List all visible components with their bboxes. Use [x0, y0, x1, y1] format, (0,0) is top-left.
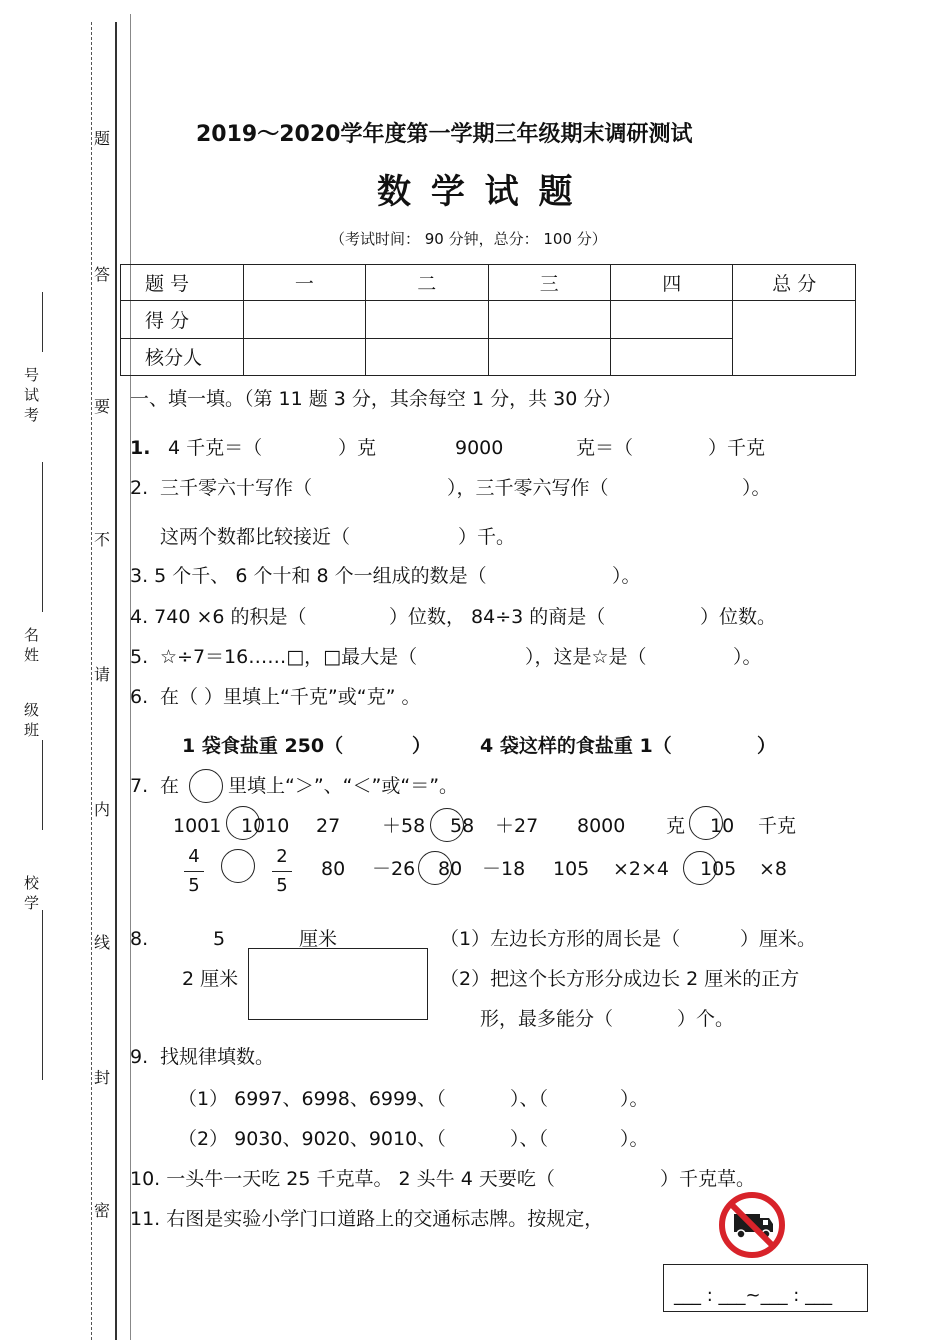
q3-text: ）。	[612, 565, 641, 587]
fraction-numerator: 4	[188, 846, 200, 867]
q7-term: 105	[700, 858, 737, 880]
margin-fill-line	[42, 740, 43, 830]
time-answer-blanks: ___ : ___~___ : ___	[674, 1285, 833, 1306]
score-cell[interactable]	[366, 301, 488, 338]
score-row-label: 得 分	[121, 301, 244, 338]
score-header-cell: 总 分	[733, 265, 856, 301]
seal-char: 答	[94, 265, 111, 284]
q2-text: 三千零六十写作（	[160, 477, 313, 499]
score-header-cell: 四	[611, 265, 733, 301]
q6-text: 4 袋这样的食盐重 1（	[480, 735, 672, 757]
fraction	[184, 848, 204, 895]
q9-text: ）、（	[510, 1088, 549, 1110]
question-number: 8.	[130, 928, 149, 950]
q7-term: ＋27	[495, 815, 539, 837]
compare-circle[interactable]	[189, 769, 223, 803]
exam-subtitle: 2019～2020学年度第一学期三年级期末调研测试	[196, 122, 693, 147]
page-title: 数 学 试 题	[377, 172, 577, 212]
q2-text: ）。	[742, 477, 771, 499]
no-truck-sign-icon	[717, 1190, 787, 1260]
q10-text: ）千克草。	[660, 1168, 756, 1190]
score-header-cell: 二	[366, 265, 488, 301]
fraction	[272, 848, 292, 895]
rectangle-figure	[248, 948, 428, 1020]
q7-text: 里填上“＞”、“＜”或“＝”。	[228, 775, 459, 797]
q2-text: 这两个数都比较接近（	[160, 526, 351, 548]
label-exam-number: 号 试 考	[24, 366, 40, 424]
q1-text: ）克	[338, 437, 377, 459]
q7-term: 1001	[173, 815, 222, 837]
margin-rule-2	[130, 14, 131, 1340]
margin-fill-line	[42, 910, 43, 1080]
q7-term: 27	[316, 815, 341, 837]
q4-text: ）位数。	[700, 606, 777, 628]
seal-char: 封	[94, 1068, 111, 1087]
q4-text: 4. 740 ×6 的积是（	[130, 606, 307, 628]
total-score-cell[interactable]	[733, 301, 856, 376]
q7-term: 80	[438, 858, 463, 880]
q7-term: 80	[321, 858, 346, 880]
time-answer-box[interactable]	[663, 1264, 868, 1312]
score-header-cell: 一	[243, 265, 365, 301]
score-cell[interactable]	[611, 338, 733, 375]
margin-rule-1	[115, 22, 117, 1340]
question-number: 2.	[130, 477, 149, 499]
q1-text: 4 千克＝（	[168, 437, 263, 459]
fraction-denominator: 5	[276, 875, 288, 896]
label-class: 级 班	[24, 701, 40, 739]
seal-char: 内	[94, 800, 111, 819]
question-number: 5.	[130, 646, 149, 668]
rect-length-unit: 厘米	[299, 928, 338, 950]
q7-term: 克	[666, 815, 686, 837]
q7-text: 在	[160, 775, 180, 797]
q7-term: 58	[450, 815, 475, 837]
q7-term: 10	[710, 815, 735, 837]
q11-text: 11. 右图是实验小学门口道路上的交通标志牌。按规定，	[130, 1208, 604, 1230]
q5-text: ），这是☆是（	[525, 646, 647, 668]
q1-text: 9000	[455, 437, 504, 459]
seal-char: 题	[94, 129, 111, 148]
compare-circle[interactable]	[221, 849, 255, 883]
score-cell[interactable]	[488, 301, 610, 338]
q9-text: ）、（	[510, 1128, 549, 1150]
q8-text: ）厘米。	[740, 928, 817, 950]
score-row-label: 核分人	[121, 338, 244, 375]
margin-fill-line	[42, 462, 43, 612]
q4-text: ）位数， 84÷3 的商是（	[389, 606, 606, 628]
q8-text: 形，最多能分（	[480, 1008, 614, 1030]
fraction-denominator: 5	[188, 875, 200, 896]
score-table	[120, 264, 856, 376]
q5-text: ☆÷7＝16……□，□最大是（	[160, 646, 418, 668]
margin-fill-line	[42, 292, 43, 352]
seal-char: 线	[94, 933, 111, 952]
exam-info: （考试时间： 90 分钟，总分： 100 分）	[330, 230, 607, 248]
score-cell[interactable]	[488, 338, 610, 375]
q8-text: （1）左边长方形的周长是（	[440, 928, 681, 950]
q10-text: 10. 一头牛一天吃 25 千克草。 2 头牛 4 天要吃（	[130, 1168, 555, 1190]
q7-term: 千克	[758, 815, 797, 837]
q8-text: （2）把这个长方形分成边长 2 厘米的正方	[440, 968, 800, 990]
score-cell[interactable]	[243, 301, 365, 338]
q6-text: 1 袋食盐重 250（	[182, 735, 344, 757]
q9-text: （2） 9030、9020、9010、（	[178, 1128, 446, 1150]
q1-text: ）千克	[708, 437, 766, 459]
q7-term: 105	[553, 858, 590, 880]
question-number: 6.	[130, 686, 149, 708]
score-header-cell: 三	[488, 265, 610, 301]
q7-term: ×8	[759, 858, 788, 880]
seal-char: 要	[94, 397, 111, 416]
q1-text: 克＝（	[576, 437, 634, 459]
q5-text: ）。	[733, 646, 762, 668]
question-number: 7.	[130, 775, 149, 797]
section-heading: 一、填一填。（第 11 题 3 分，其余每空 1 分，共 30 分）	[130, 388, 622, 410]
seal-char: 不	[94, 530, 111, 549]
q7-term: －26	[372, 858, 416, 880]
question-number: 1.	[130, 437, 151, 459]
q7-term: ×2×4	[613, 858, 670, 880]
label-school: 校 学	[24, 874, 40, 912]
q6-text: ）	[412, 735, 432, 757]
rect-width: 2 厘米	[182, 968, 239, 990]
label-name: 名 姓	[24, 626, 40, 664]
seal-char: 请	[94, 665, 111, 684]
q2-text: ）千。	[458, 526, 516, 548]
question-number: 9.	[130, 1046, 149, 1068]
q6-text: ）	[757, 735, 777, 757]
rect-length: 5	[213, 928, 226, 950]
score-cell[interactable]	[366, 338, 488, 375]
score-header-cell: 题 号	[121, 265, 244, 301]
q8-text: ）个。	[677, 1008, 735, 1030]
q7-term: －18	[482, 858, 526, 880]
q7-term: 8000	[577, 815, 626, 837]
q3-text: 3. 5 个千、 6 个十和 8 个一组成的数是（	[130, 565, 487, 587]
q9-text: （1） 6997、6998、6999、（	[178, 1088, 446, 1110]
q7-term: 1010	[241, 815, 290, 837]
seal-char: 密	[94, 1201, 111, 1220]
score-cell[interactable]	[243, 338, 365, 375]
score-cell[interactable]	[611, 301, 733, 338]
q9-text: ）。	[620, 1128, 649, 1150]
q2-text: ），三千零六写作（	[447, 477, 609, 499]
dotted-seal-line	[91, 22, 92, 1340]
q7-term: ＋58	[382, 815, 426, 837]
fraction-numerator: 2	[276, 846, 288, 867]
q9-title: 找规律填数。	[160, 1046, 275, 1068]
q9-text: ）。	[620, 1088, 649, 1110]
q6-text: 在（ ）里填上“千克”或“克” 。	[160, 686, 421, 708]
